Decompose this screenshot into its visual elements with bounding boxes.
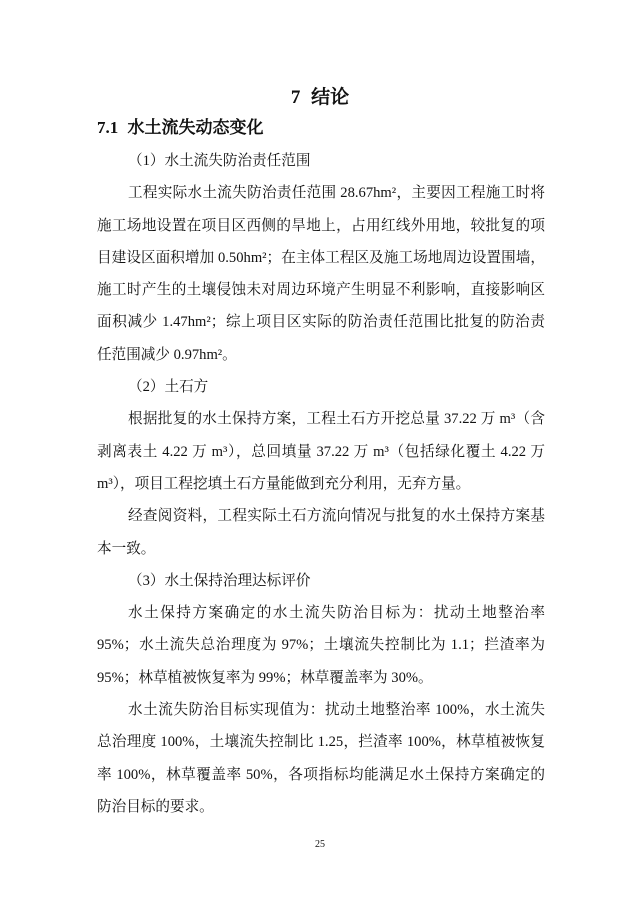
subsection-heading: （3）水土保持治理达标评价 (128, 572, 311, 589)
text-line: 防治目标的要求。 (97, 798, 214, 815)
text-line: 水土流失防治目标实现值为：扰动土地整治率 100%，水土流失 (128, 702, 545, 719)
text-line: 根据批复的水土保持方案，工程土石方开挖总量 37.22 万 m³（含 (128, 411, 545, 428)
text-line: 水土保持方案确定的水土流失防治目标为：扰动土地整治率 (128, 605, 545, 622)
paragraph (97, 177, 545, 371)
text-line: 面积减少 1.47hm²；综上项目区实际的防治责任范围比批复的防治责 (97, 314, 545, 331)
text-line: 施工场地设置在项目区西侧的旱地上，占用红线外用地，较批复的项 (97, 217, 545, 234)
text-line: 95%；水土流失总治理度为 97%；土壤流失控制比为 1.1；拦渣率为 (97, 637, 545, 654)
subsection-heading: （2）土石方 (128, 379, 209, 396)
text-line: 经查阅资料，工程实际土石方流向情况与批复的水土保持方案基 (128, 508, 545, 525)
paragraph (97, 597, 545, 694)
text-line: 目建设区面积增加 0.50hm²；在主体工程区及施工场地周边设置围墙， (97, 249, 545, 266)
subsection-heading: （1）水土流失防治责任范围 (128, 153, 311, 169)
text-line: 总治理度 100%，土壤流失控制比 1.25，拦渣率 100%，林草植被恢复 (97, 734, 545, 751)
page-number: 25 (315, 839, 325, 850)
text-line: 施工时产生的土壤侵蚀未对周边环境产生明显不利影响，直接影响区 (97, 282, 545, 299)
text-line: m³），项目工程挖填土石方量能做到充分利用，无弃方量。 (97, 475, 471, 492)
text-line: 95%；林草植被恢复率为 99%；林草覆盖率为 30%。 (97, 669, 433, 686)
section-title: 7.1 水土流失动态变化 (97, 118, 264, 137)
document-body (97, 145, 545, 823)
paragraph (97, 403, 545, 500)
paragraph (97, 500, 545, 565)
text-line: 任范围减少 0.97hm²。 (97, 346, 237, 363)
text-line: 本一致。 (97, 540, 156, 557)
paragraph (97, 694, 545, 823)
chapter-title: 7 结论 (290, 87, 350, 108)
text-line: 工程实际水土流失防治责任范围 28.67hm²，主要因工程施工时将 (128, 185, 545, 202)
text-line: 剥离表土 4.22 万 m³），总回填量 37.22 万 m³（包括绿化覆土 4.22 万 (97, 443, 545, 460)
text-line: 率 100%，林草覆盖率 50%，各项指标均能满足水土保持方案确定的 (97, 766, 545, 783)
